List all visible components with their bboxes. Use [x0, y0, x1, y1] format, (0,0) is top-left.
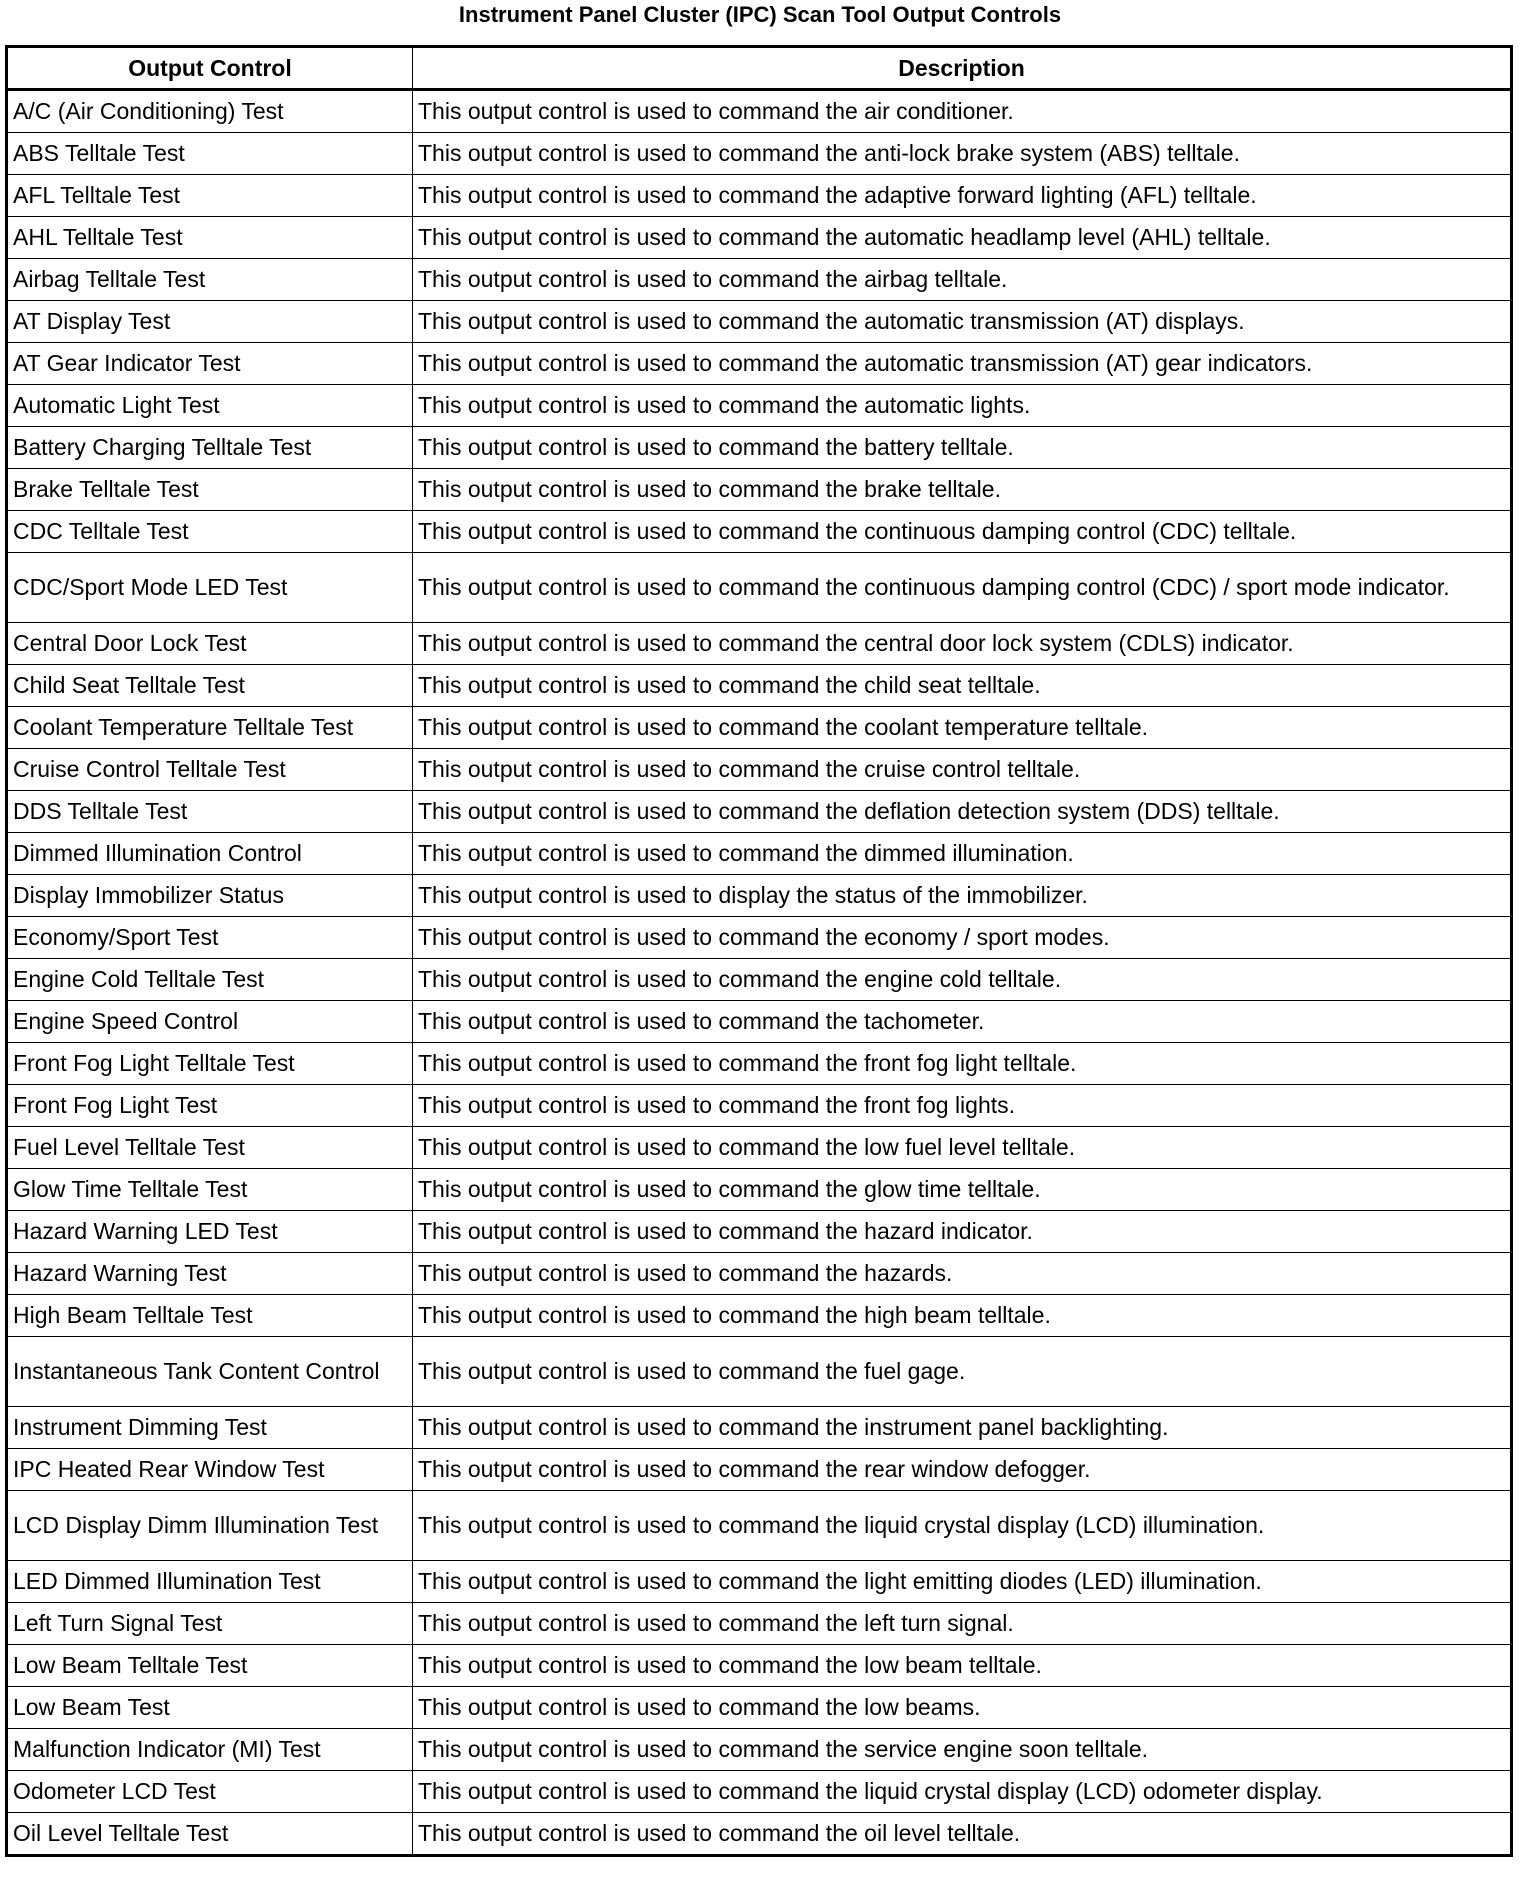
output-control-cell: Engine Speed Control — [7, 1001, 413, 1043]
table-row — [7, 917, 1512, 959]
output-controls-table — [5, 45, 1513, 1857]
table-row — [7, 133, 1512, 175]
output-control-cell: High Beam Telltale Test — [7, 1295, 413, 1337]
description-cell: This output control is used to command the engine cold telltale. — [413, 959, 1512, 1001]
table-row — [7, 469, 1512, 511]
description-cell: This output control is used to command the automatic lights. — [413, 385, 1512, 427]
description-cell: This output control is used to display the status of the immobilizer. — [413, 875, 1512, 917]
description-cell: This output control is used to command the hazards. — [413, 1253, 1512, 1295]
output-control-cell: Glow Time Telltale Test — [7, 1169, 413, 1211]
description-cell: This output control is used to command the battery telltale. — [413, 427, 1512, 469]
description-cell: This output control is used to command the anti-lock brake system (ABS) telltale. — [413, 133, 1512, 175]
output-control-cell: Battery Charging Telltale Test — [7, 427, 413, 469]
output-control-cell: AFL Telltale Test — [7, 175, 413, 217]
description-cell: This output control is used to command the low beams. — [413, 1687, 1512, 1729]
table-row — [7, 1603, 1512, 1645]
output-control-cell: IPC Heated Rear Window Test — [7, 1449, 413, 1491]
table-row — [7, 1771, 1512, 1813]
table-row — [7, 1211, 1512, 1253]
output-control-cell: Low Beam Telltale Test — [7, 1645, 413, 1687]
description-cell: This output control is used to command the automatic transmission (AT) displays. — [413, 301, 1512, 343]
description-cell: This output control is used to command the cruise control telltale. — [413, 749, 1512, 791]
description-cell: This output control is used to command the automatic transmission (AT) gear indicators. — [413, 343, 1512, 385]
description-cell: This output control is used to command the low fuel level telltale. — [413, 1127, 1512, 1169]
table-row — [7, 511, 1512, 553]
description-cell: This output control is used to command the oil level telltale. — [413, 1813, 1512, 1856]
description-cell: This output control is used to command the continuous damping control (CDC) telltale. — [413, 511, 1512, 553]
description-cell: This output control is used to command the airbag telltale. — [413, 259, 1512, 301]
table-row — [7, 1687, 1512, 1729]
table-row — [7, 1645, 1512, 1687]
table-row — [7, 1295, 1512, 1337]
output-control-cell: Front Fog Light Telltale Test — [7, 1043, 413, 1085]
description-cell: This output control is used to command the air conditioner. — [413, 90, 1512, 133]
table-row — [7, 623, 1512, 665]
output-control-cell: Coolant Temperature Telltale Test — [7, 707, 413, 749]
table-row — [7, 343, 1512, 385]
table-row — [7, 875, 1512, 917]
output-control-cell: CDC/Sport Mode LED Test — [7, 553, 413, 623]
table-row — [7, 1169, 1512, 1211]
output-control-cell: LED Dimmed Illumination Test — [7, 1561, 413, 1603]
description-cell: This output control is used to command the adaptive forward lighting (AFL) telltale. — [413, 175, 1512, 217]
table-row — [7, 665, 1512, 707]
output-control-cell: ABS Telltale Test — [7, 133, 413, 175]
output-control-cell: CDC Telltale Test — [7, 511, 413, 553]
document-title: Instrument Panel Cluster (IPC) Scan Tool Output Controls — [458, 2, 1062, 27]
output-control-cell: Low Beam Test — [7, 1687, 413, 1729]
output-control-cell: Economy/Sport Test — [7, 917, 413, 959]
table-row — [7, 259, 1512, 301]
table-row — [7, 959, 1512, 1001]
description-cell: This output control is used to command the rear window defogger. — [413, 1449, 1512, 1491]
table-row — [7, 791, 1512, 833]
table-row — [7, 1449, 1512, 1491]
output-control-cell: Hazard Warning Test — [7, 1253, 413, 1295]
table-row — [7, 1561, 1512, 1603]
description-cell: This output control is used to command the liquid crystal display (LCD) odometer display. — [413, 1771, 1512, 1813]
table-row — [7, 707, 1512, 749]
table-row — [7, 833, 1512, 875]
column-header-output-control: Output Control — [7, 47, 413, 90]
output-control-cell: Instantaneous Tank Content Control — [7, 1337, 413, 1407]
output-control-cell: DDS Telltale Test — [7, 791, 413, 833]
output-control-cell: Cruise Control Telltale Test — [7, 749, 413, 791]
table-row — [7, 301, 1512, 343]
table-row — [7, 427, 1512, 469]
output-control-cell: Display Immobilizer Status — [7, 875, 413, 917]
description-cell: This output control is used to command the dimmed illumination. — [413, 833, 1512, 875]
description-cell: This output control is used to command the front fog light telltale. — [413, 1043, 1512, 1085]
output-control-cell: Fuel Level Telltale Test — [7, 1127, 413, 1169]
table-row — [7, 385, 1512, 427]
description-cell: This output control is used to command the child seat telltale. — [413, 665, 1512, 707]
output-control-cell: Malfunction Indicator (MI) Test — [7, 1729, 413, 1771]
table-row — [7, 217, 1512, 259]
output-control-cell: Central Door Lock Test — [7, 623, 413, 665]
description-cell: This output control is used to command the continuous damping control (CDC) / sport mode indicator. — [413, 553, 1512, 623]
table-row — [7, 1813, 1512, 1856]
table-row — [7, 1729, 1512, 1771]
output-control-cell: AT Display Test — [7, 301, 413, 343]
output-control-cell: LCD Display Dimm Illumination Test — [7, 1491, 413, 1561]
output-control-cell: Odometer LCD Test — [7, 1771, 413, 1813]
description-cell: This output control is used to command the front fog lights. — [413, 1085, 1512, 1127]
description-cell: This output control is used to command the automatic headlamp level (AHL) telltale. — [413, 217, 1512, 259]
table-row — [7, 1337, 1512, 1407]
description-cell: This output control is used to command the economy / sport modes. — [413, 917, 1512, 959]
description-cell: This output control is used to command the hazard indicator. — [413, 1211, 1512, 1253]
description-cell: This output control is used to command the brake telltale. — [413, 469, 1512, 511]
output-control-cell: AT Gear Indicator Test — [7, 343, 413, 385]
description-cell: This output control is used to command the left turn signal. — [413, 1603, 1512, 1645]
table-row — [7, 1001, 1512, 1043]
table-row — [7, 1407, 1512, 1449]
table-header-row — [7, 47, 1512, 90]
output-control-cell: AHL Telltale Test — [7, 217, 413, 259]
output-control-cell: A/C (Air Conditioning) Test — [7, 90, 413, 133]
table-row — [7, 553, 1512, 623]
output-control-cell: Instrument Dimming Test — [7, 1407, 413, 1449]
output-control-cell: Brake Telltale Test — [7, 469, 413, 511]
table-row — [7, 175, 1512, 217]
description-cell: This output control is used to command the central door lock system (CDLS) indicator. — [413, 623, 1512, 665]
output-control-cell: Oil Level Telltale Test — [7, 1813, 413, 1856]
table-row — [7, 1127, 1512, 1169]
output-control-cell: Airbag Telltale Test — [7, 259, 413, 301]
table-row — [7, 1491, 1512, 1561]
output-control-cell: Engine Cold Telltale Test — [7, 959, 413, 1001]
description-cell: This output control is used to command the tachometer. — [413, 1001, 1512, 1043]
description-cell: This output control is used to command the deflation detection system (DDS) telltale. — [413, 791, 1512, 833]
description-cell: This output control is used to command the glow time telltale. — [413, 1169, 1512, 1211]
description-cell: This output control is used to command the low beam telltale. — [413, 1645, 1512, 1687]
description-cell: This output control is used to command the fuel gage. — [413, 1337, 1512, 1407]
description-cell: This output control is used to command the high beam telltale. — [413, 1295, 1512, 1337]
output-control-cell: Automatic Light Test — [7, 385, 413, 427]
output-control-cell: Child Seat Telltale Test — [7, 665, 413, 707]
table-row — [7, 1043, 1512, 1085]
table-row — [7, 749, 1512, 791]
table-row — [7, 1085, 1512, 1127]
table-row — [7, 90, 1512, 133]
description-cell: This output control is used to command the liquid crystal display (LCD) illumination. — [413, 1491, 1512, 1561]
description-cell: This output control is used to command the coolant temperature telltale. — [413, 707, 1512, 749]
output-control-cell: Hazard Warning LED Test — [7, 1211, 413, 1253]
description-cell: This output control is used to command the instrument panel backlighting. — [413, 1407, 1512, 1449]
output-control-cell: Left Turn Signal Test — [7, 1603, 413, 1645]
output-control-cell: Dimmed Illumination Control — [7, 833, 413, 875]
column-header-description: Description — [413, 47, 1512, 90]
table-row — [7, 1253, 1512, 1295]
description-cell: This output control is used to command the service engine soon telltale. — [413, 1729, 1512, 1771]
output-control-cell: Front Fog Light Test — [7, 1085, 413, 1127]
table-body — [7, 90, 1512, 1856]
description-cell: This output control is used to command the light emitting diodes (LED) illumination. — [413, 1561, 1512, 1603]
